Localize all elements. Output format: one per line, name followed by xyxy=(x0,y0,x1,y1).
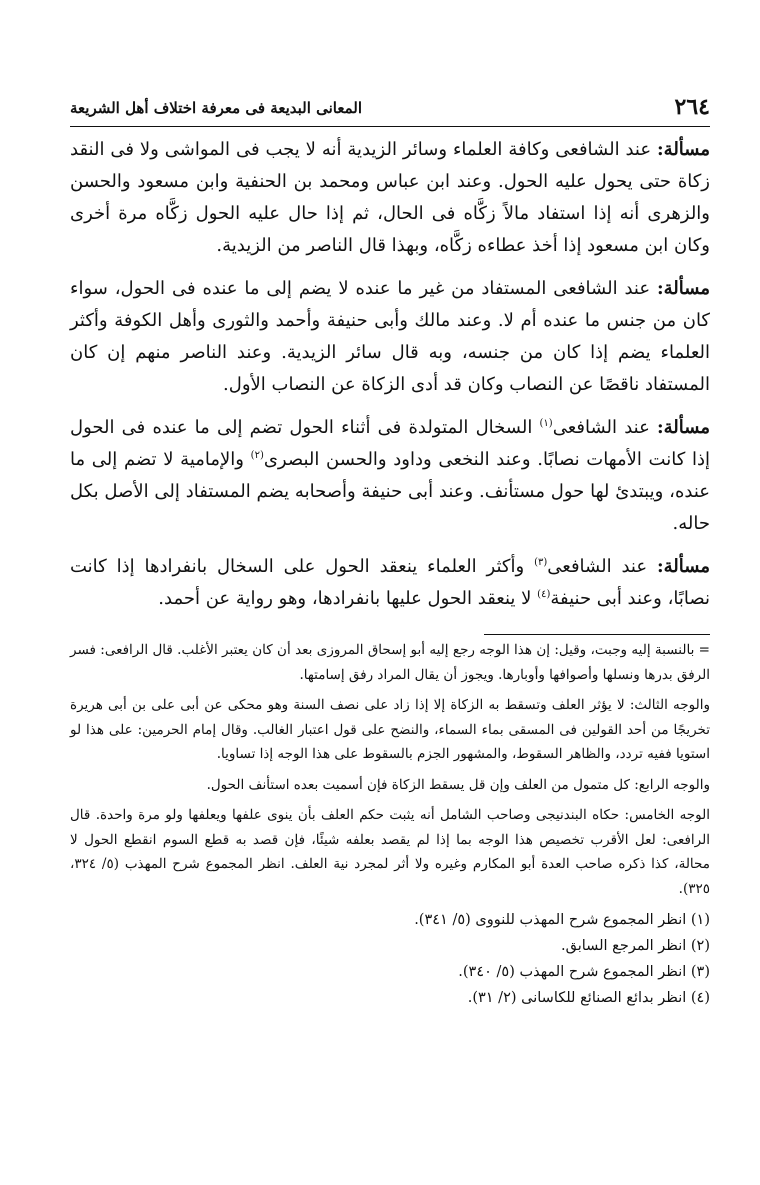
footnote-ref[interactable]: (١) xyxy=(539,418,553,429)
reference-item: (١) انظر المجموع شرح المهذب للنووى (٥/ ٣٤١). xyxy=(414,912,710,928)
paragraph-text: عند الشافعى xyxy=(552,417,650,438)
issue-label: مسألة: xyxy=(657,278,710,299)
issue-label: مسألة: xyxy=(657,139,710,160)
reference-item: (٤) انظر بدائع الصنائع للكاسانى (٢/ ٣١). xyxy=(467,990,710,1006)
paragraph xyxy=(70,273,710,401)
footnote-paragraph: والوجه الثالث: لا يؤثر العلف وتسقط به الزكاة إلا إذا زاد على نصف السنة وهو محكى عن أبى على بن أبى هريرة تخريجًا من أحد القولين فى المسقى بماء السماء، والنضح على قول اعتبار الغالب. وقال إمام الحرمين: على هذا لو استويا ففيه تردد، والظاهر السقوط، والمشهور الجزم بالسقوط على هذا الوجه إذا تساويا. xyxy=(70,697,710,762)
footnotes xyxy=(70,638,710,1011)
paragraph xyxy=(70,134,710,262)
footnote-paragraph: الوجه الخامس: حكاه البندنيجى وصاحب الشامل أنه يثبت حكم العلف بأن ينوى علفها ويعلفها ولو مرة واحدة. قال الرافعى: لعل الأقرب تخصيص هذا الوجه بما إذا لم يقصد بعلفه شيئًا، فإن قصد به قطع السوم انقطع الحول لا محالة، كذا ذكره صاحب العدة أبو المكارم وغيره ولا أثر لمجرد نية العلف. انظر المجموع شرح المهذب (٥/ ٣٢٤، ٣٢٥). xyxy=(70,807,710,897)
footnote-divider xyxy=(484,634,710,635)
footnote-ref[interactable]: (٤) xyxy=(537,589,551,600)
paragraph xyxy=(70,551,710,615)
header-divider xyxy=(70,126,710,127)
reference-list xyxy=(70,907,710,1011)
paragraph-text: السخال المتولدة فى أثناء الحول تضم إلى ما عنده فى الحول إذا كانت الأمهات نصابًا. وعند النخعى وداود والحسن البصرى xyxy=(70,417,710,470)
paragraph-text: وأكثر العلماء ينعقد الحول على السخال بانفرادها إذا كانت نصابًا، وعند أبى حنيفة xyxy=(70,556,710,609)
main-text xyxy=(70,134,710,626)
paragraph-text: والإمامية لا تضم إلى ما عنده، ويبتدئ لها حول مستأنف. وعند أبى حنيفة وأصحابه يضم المستفاد إلى الأصل بكل حاله. xyxy=(70,449,710,534)
reference-item: (٢) انظر المرجع السابق. xyxy=(561,938,710,954)
running-header xyxy=(70,92,710,126)
footnote-paragraph: = بالنسبة إليه وجبت، وقيل: إن هذا الوجه رجع إليه أبو إسحاق المروزى بعد أن كان يعتبر الأغلب. قال الرافعى: فسر الرفق بدرها ونسلها وأصوافها وأوبارها. ويجوز أن يقال المراد رفق إسامتها. xyxy=(70,642,710,683)
paragraph xyxy=(70,412,710,540)
footnote-ref[interactable]: (٢) xyxy=(250,450,264,461)
issue-label: مسألة: xyxy=(657,417,710,438)
footnote-ref[interactable]: (٣) xyxy=(534,557,548,568)
paragraph-text: عند الشافعى xyxy=(547,556,648,577)
issue-label: مسألة: xyxy=(657,556,710,577)
reference-item: (٣) انظر المجموع شرح المهذب (٥/ ٣٤٠). xyxy=(458,964,710,980)
running-title: المعانى البديعة فى معرفة اختلاف أهل الشريعة xyxy=(70,99,363,117)
page-number: ٢٦٤ xyxy=(674,94,710,120)
paragraph-text: عند الشافعى المستفاد من غير ما عنده لا يضم إلى ما عنده فى الحول، سواء كان من جنس ما عنده أم لا. وعند مالك وأبى حنيفة وأحمد والثورى وأهل الكوفة وأكثر العلماء يضم إذا كان من جنسه، وبه قال سائر الزيدية. وعند الناصر منهم إن كان المستفاد ناقصًا عن النصاب وكان قد أدى الزكاة عن النصاب الأول. xyxy=(70,278,710,395)
paragraph-text: عند الشافعى وكافة العلماء وسائر الزيدية أنه لا يجب فى المواشى ولا فى النقد زكاة حتى يحول عليه الحول. وعند ابن عباس ومحمد بن الحنفية وابن مسعود والحسن والزهرى أنه إذا استفاد مالاً زكَّاه فى الحال، ثم إذا حال عليه الحول زكَّاه مرة أخرى وكان ابن مسعود إذا أخذ عطاءه زكَّاه، وبهذا قال الناصر من الزيدية. xyxy=(70,139,710,256)
footnote-paragraph: والوجه الرابع: كل متمول من العلف وإن قل يسقط الزكاة فإن أسميت بعده استأنف الحول. xyxy=(206,776,710,793)
paragraph-text: لا ينعقد الحول عليها بانفرادها، وهو رواية عن أحمد. xyxy=(158,588,532,609)
